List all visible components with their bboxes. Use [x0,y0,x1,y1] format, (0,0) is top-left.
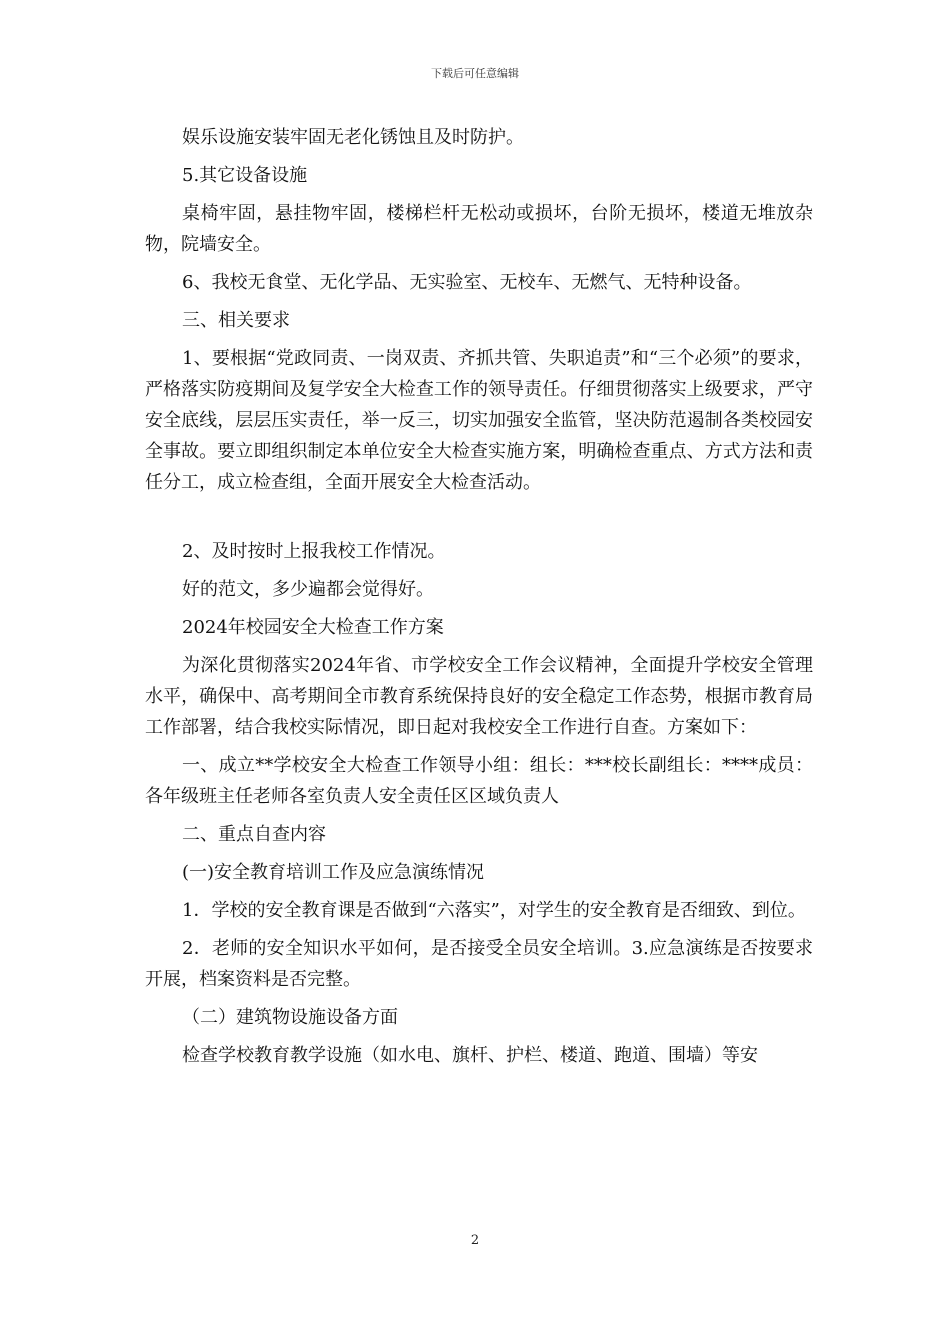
document-title: 2024年校园安全大检查工作方案 [182,617,444,638]
page-header: 下载后可任意编辑 [431,67,519,80]
paragraph: 2．老师的安全知识水平如何，是否接受全员安全培训。3.应急演练是否按要求开展，档案资料是否完整。 [145,938,813,990]
paragraph: 为深化贯彻落实2024年省、市学校安全工作会议精神，全面提升学校安全管理水平，确保中、高考期间全市教育系统保持良好的安全稳定工作态势，根据市教育局工作部署，结合我校实际情况，即日起对我校安全工作进行自查。方案如下： [145,655,813,738]
paragraph: 1、要根据“党政同责、一岗双责、齐抓共管、失职追责”和“三个必须”的要求，严格落实防疫期间及复学安全大检查工作的领导责任。仔细贯彻落实上级要求，严守安全底线，层层压实责任，举一反三，切实加强安全监管，坚决防范遏制各类校园安全事故。要立即组织制定本单位安全大检查实施方案，明确检查重点、方式方法和责任分工，成立检查组，全面开展安全大检查活动。 [145,348,813,493]
paragraph: 检查学校教育教学设施（如水电、旗杆、护栏、楼道、跑道、围墙）等安 [182,1045,758,1066]
document-body [145,122,813,1078]
paragraph: 2、及时按时上报我校工作情况。 [182,541,446,562]
section-heading: 三、相关要求 [182,310,290,331]
paragraph: 娱乐设施安装牢固无老化锈蚀且及时防护。 [182,127,524,148]
paragraph: 好的范文，多少遍都会觉得好。 [182,579,434,600]
paragraph: 6、我校无食堂、无化学品、无实验室、无校车、无燃气、无特种设备。 [182,272,752,293]
paragraph: 桌椅牢固，悬挂物牢固，楼梯栏杆无松动或损坏，台阶无损坏，楼道无堆放杂物，院墙安全。 [145,203,813,255]
page-number: 2 [470,1233,480,1248]
paragraph: 5.其它设备设施 [182,165,308,186]
subsection-heading: （二）建筑物设施设备方面 [182,1007,398,1028]
subsection-heading: (一)安全教育培训工作及应急演练情况 [182,862,485,883]
section-heading: 二、重点自查内容 [182,824,326,845]
paragraph: 1．学校的安全教育课是否做到“六落实”，对学生的安全教育是否细致、到位。 [182,900,806,921]
paragraph: 一、成立**学校安全大检查工作领导小组：组长：***校长副组长：****成员：各年级班主任老师各室负责人安全责任区区域负责人 [145,755,813,807]
